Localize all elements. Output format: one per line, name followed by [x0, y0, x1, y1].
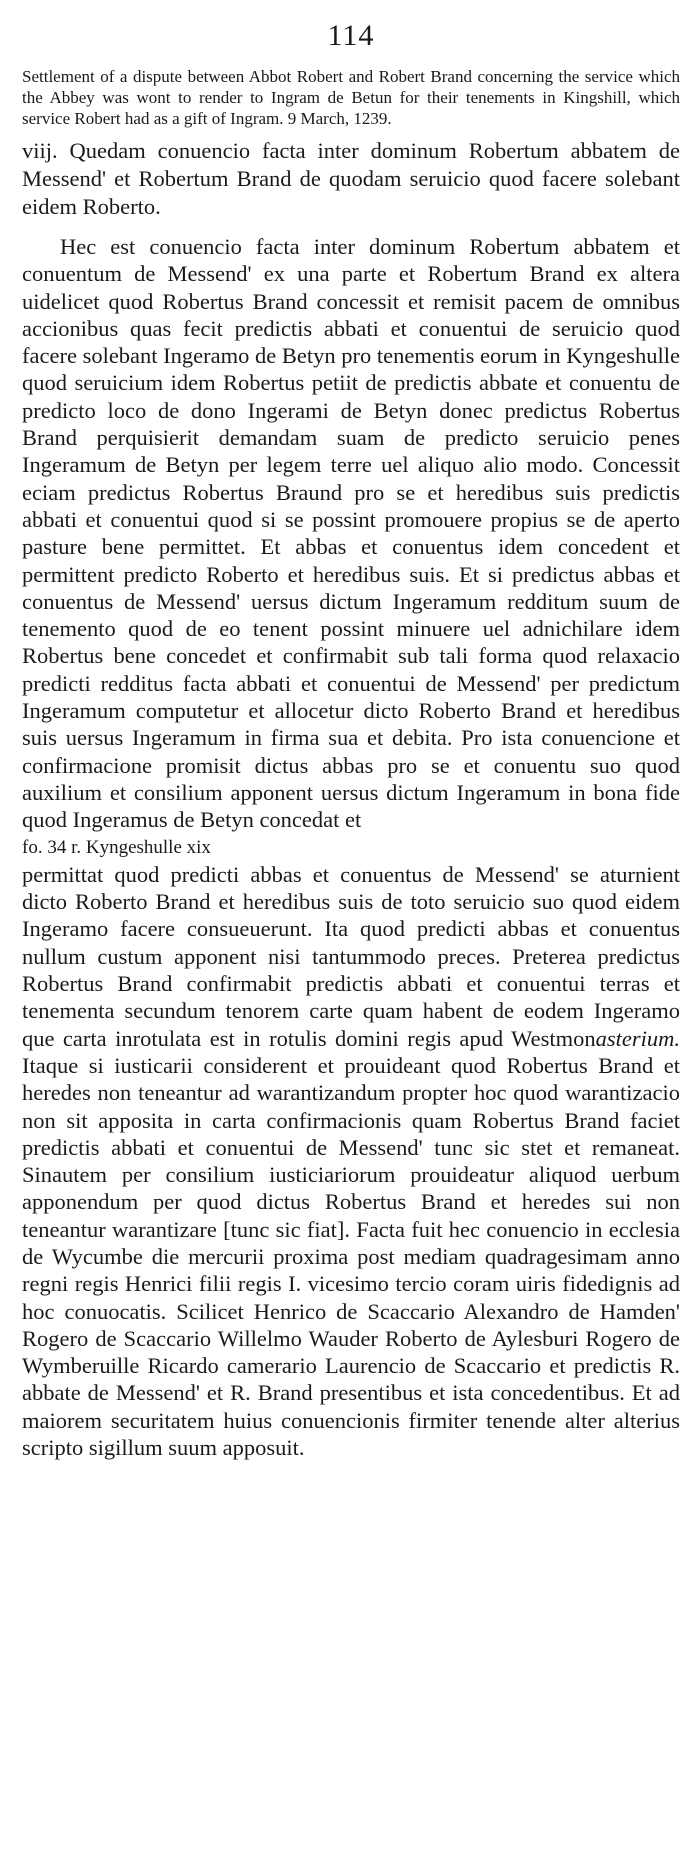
page-number: 114 — [327, 19, 375, 52]
document-page — [22, 18, 680, 1461]
charter-text-part-2 — [22, 861, 680, 1462]
charter-text-part-2b: Itaque si iusticarii considerent et prouideant quod Robertus Brand et heredes non teneantur ad warantizandum propter hoc quod warantizacio non sit apposita in carta confirmacionis quam Robertus Brand faciet predictis abbati et conuentui de Messend' tunc sic stet et remaneat. Sinautem per consilium iusticiariorum prouideatur aliquod uerbum apponendum per quod dictus Robertus Brand et heredes sui non teneantur warantizare [tunc sic fiat]. Facta fuit hec conuencio in ecclesia de Wycumbe die mercurii proxima post mediam quadragesimam anno regni regis Henrici filii regis I. vicesimo tercio coram uiris fidedignis ad hoc conuocatis. Scilicet Henrico de Scaccario Alexandro de Hamden' Rogero de Scaccario Willelmo Wauder Roberto de Aylesburi Rogero de Wymberuille Ricardo camerario Laurencio de Scaccario et predictis R. abbate de Messend' et R. Brand presentibus et ista concedentibus. Et ad maiorem securitatem huius conuencionis firmiter tenende alter alterius scripto sigillum suum apposuit. — [22, 1052, 680, 1461]
charter-text — [22, 233, 680, 1461]
italic-expansion: asterium. — [595, 1025, 680, 1051]
charter-heading: viij. Quedam conuencio facta inter dominum Robertum abbatem de Messend' et Robertum Brand de quodam seruicio quod facere solebant eidem Roberto. — [22, 138, 680, 219]
charter-text-part-1: Hec est conuencio facta inter dominum Robertum abbatem et conuentum de Messend' ex una parte et Robertum Brand ex altera uidelicet quod Robertus Brand concessit et remisit pacem de omnibus accionibus quas fecit predictis abbati et conuentui de seruicio quod facere solebant Ingeramo de Betyn pro tenementis eorum in Kyngeshulle quod seruicium idem Robertus petiit de predictis abbate et conuentu de predicto loco de dono Ingerami de Betyn donec predictus Robertus Brand perquisierit demandam suam de predicto seruicio penes Ingeramum de Betyn per legem terre uel aliquo alio modo. Concessit eciam predictus Robertus Braund pro se et heredibus suis predictis abbati et conuentui quod si se possint promouere propius se de aperto pasture bene permittet. Et abbas et conuentus idem concedent et permittent predicto Roberto et heredibus suis. Et si predictus abbas et conuentus de Messend' uersus dictum Ingeramum redditum suum de tenemento quod de eo tenent possint minuere uel adnichilare idem Robertus bene concedet et confirmabit sub tali forma quod relaxacio predicti redditus facta abbati et conuentui de Messend' per predictum Ingeramum computetur et allocetur dicto Roberto Brand et heredibus suis uersus Ingeramum in firma sua et debita. Pro ista conuencione et confirmacione promisit dictus abbas pro se et conuentu suo quod auxilium et consilium apponent uersus dictum Ingeramum in bona fide quod Ingeramus de Betyn concedat et — [22, 234, 680, 833]
charter-text-part-2a: permittat quod predicti abbas et conuentus de Messend' se aturnient dicto Roberto Brand et heredibus suis de toto seruicio suo quod eidem Ingeramo facere consueuerunt. Ita quod predicti abbas et conuentus nullum custum apponent nisi tantummodo preces. Preterea predictus Robertus Brand confirmabit predictis abbati et conuentui terras et tenementa secundum tenorem carte quam habent de eodem Ingeramo que carta inrotulata est in rotulis domini regis apud Westmon — [22, 861, 680, 1051]
folio-reference: fo. 34 r. Kyngeshulle xix — [22, 836, 211, 858]
editorial-summary: Settlement of a dispute between Abbot Robert and Robert Brand concerning the service which the Abbey was wont to render to Ingram de Betun for their tenements in Kingshill, which service Robert had as a gift of Ingram. 9 March, 1239. — [22, 67, 680, 128]
